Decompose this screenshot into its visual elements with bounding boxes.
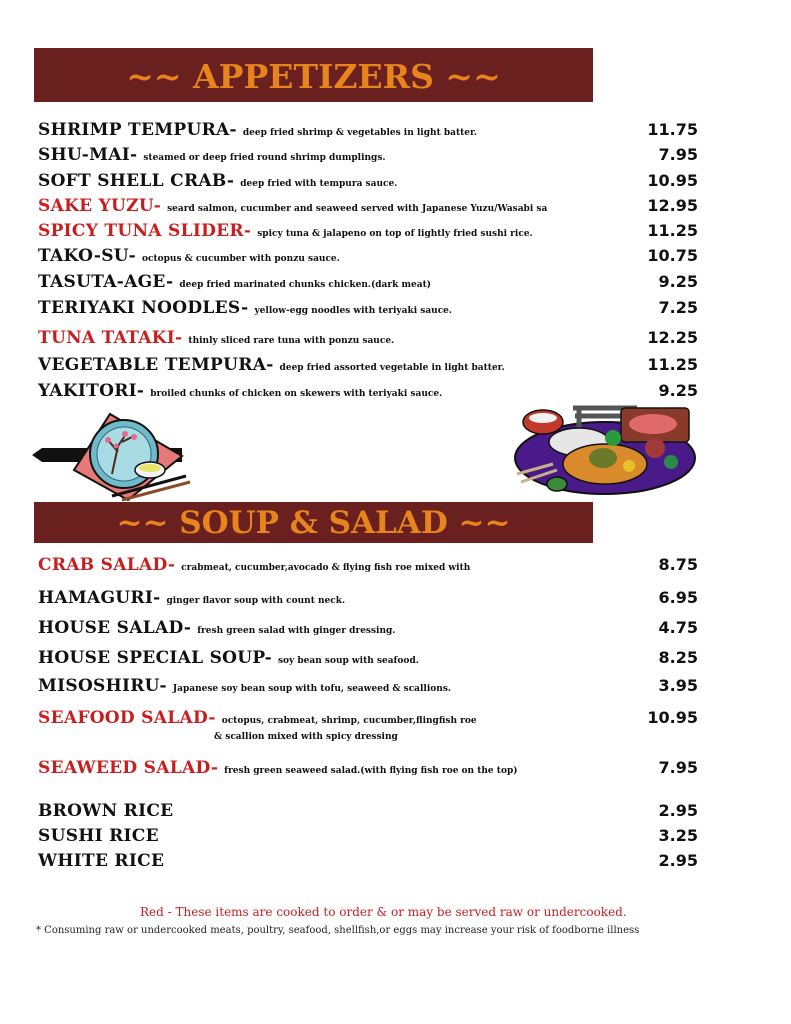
bowl-chopsticks-clipart-icon	[32, 412, 192, 504]
item-price: 11.75	[647, 120, 698, 139]
menu-item	[38, 298, 698, 320]
item-price: 2.95	[658, 851, 698, 870]
item-price: 10.95	[647, 708, 698, 727]
item-desc: spicy tuna & jalapeno on top of lightly fried sushi rice.	[257, 229, 533, 239]
menu-item	[38, 708, 698, 748]
item-name: HAMAGURI-	[38, 588, 161, 608]
menu-item	[38, 588, 698, 610]
red-items-note: Red - These items are cooked to order & or may be served raw or undercooked.	[140, 905, 627, 919]
foodborne-illness-warning: * Consuming raw or undercooked meats, poultry, seafood, shellfish,or eggs may increase your risk of foodborne illness	[36, 925, 640, 936]
menu-item	[38, 120, 698, 142]
item-name: TASUTA-AGE-	[38, 272, 174, 292]
item-name: SEAFOOD SALAD-	[38, 708, 216, 728]
item-name: CRAB SALAD-	[38, 555, 176, 575]
item-name: SHU-MAI-	[38, 145, 138, 165]
item-name: SUSHI RICE	[38, 826, 159, 846]
item-name: SPICY TUNA SLIDER-	[38, 221, 252, 241]
item-desc: seard salmon, cucumber and seaweed served with Japanese Yuzu/Wasabi sa	[167, 204, 548, 214]
item-name: SHRIMP TEMPURA-	[38, 120, 237, 140]
item-desc: fresh green seaweed salad.(with flying fish roe on the top)	[224, 766, 518, 776]
item-name: SAKE YUZU-	[38, 196, 162, 216]
menu-item	[38, 676, 698, 698]
item-price: 3.95	[658, 676, 698, 695]
item-price: 2.95	[658, 801, 698, 820]
item-name: SEAWEED SALAD-	[38, 758, 219, 778]
item-desc: yellow-egg noodles with teriyaki sauce.	[254, 306, 453, 316]
menu-item	[38, 221, 698, 243]
item-desc: deep fried shrimp & vegetables in light batter.	[242, 128, 478, 138]
menu-item	[38, 246, 698, 268]
item-price: 9.25	[658, 381, 698, 400]
item-name: BROWN RICE	[38, 801, 174, 821]
item-name: HOUSE SPECIAL SOUP-	[38, 648, 272, 668]
item-desc: octopus & cucumber with ponzu sauce.	[141, 254, 340, 264]
item-price: 10.75	[647, 246, 698, 265]
menu-item	[38, 826, 698, 848]
menu-item	[38, 328, 698, 350]
menu-item	[38, 758, 698, 780]
item-desc: deep fried marinated chunks chicken.(dark meat)	[179, 280, 431, 290]
menu-item	[38, 618, 698, 640]
item-name: WHITE RICE	[38, 851, 165, 871]
item-desc: fresh green salad with ginger dressing.	[197, 626, 396, 636]
item-price: 12.25	[647, 328, 698, 347]
item-name: HOUSE SALAD-	[38, 618, 192, 638]
appetizers-banner: ~~ APPETIZERS ~~	[34, 48, 593, 102]
soup-salad-banner: ~~ SOUP & SALAD ~~	[34, 502, 593, 543]
item-name: MISOSHIRU-	[38, 676, 167, 696]
item-name: TERIYAKI NOODLES-	[38, 298, 249, 318]
item-desc: thinly sliced rare tuna with ponzu sauce.	[188, 336, 395, 346]
item-price: 8.75	[658, 555, 698, 574]
menu-item	[38, 555, 698, 577]
menu-item	[38, 272, 698, 294]
item-name: VEGETABLE TEMPURA-	[38, 355, 274, 375]
menu-item	[38, 355, 698, 377]
item-desc: steamed or deep fried round shrimp dumplings.	[143, 153, 386, 163]
item-price: 3.25	[658, 826, 698, 845]
item-desc: Japanese soy bean soup with tofu, seaweed & scallions.	[172, 684, 452, 694]
menu-item	[38, 851, 698, 873]
item-desc: soy bean soup with seafood.	[277, 656, 419, 666]
item-desc-line2: & scallion mixed with spicy dressing	[214, 732, 398, 742]
menu-item	[38, 801, 698, 823]
item-desc: crabmeat, cucumber,avocado & flying fish roe mixed with	[181, 563, 471, 573]
item-price: 10.95	[647, 171, 698, 190]
item-desc: octopus, crabmeat, shrimp, cucumber,flingfish roe	[221, 716, 477, 726]
item-desc: deep fried assorted vegetable in light batter.	[279, 363, 505, 373]
item-price: 7.95	[658, 145, 698, 164]
menu-item	[38, 171, 698, 193]
item-price: 7.95	[658, 758, 698, 777]
item-name: TUNA TATAKI-	[38, 328, 183, 348]
item-name: YAKITORI-	[38, 381, 145, 401]
menu-item	[38, 196, 698, 218]
item-desc: ginger flavor soup with count neck.	[166, 596, 346, 606]
item-price: 11.25	[647, 355, 698, 374]
item-name: TAKO-SU-	[38, 246, 136, 266]
item-price: 6.95	[658, 588, 698, 607]
menu-item	[38, 381, 698, 403]
item-price: 7.25	[658, 298, 698, 317]
item-name: SOFT SHELL CRAB-	[38, 171, 235, 191]
item-price: 9.25	[658, 272, 698, 291]
item-price: 4.75	[658, 618, 698, 637]
menu-item	[38, 145, 698, 167]
item-price: 8.25	[658, 648, 698, 667]
food-platter-clipart-icon	[513, 402, 699, 498]
item-price: 11.25	[647, 221, 698, 240]
item-desc: deep fried with tempura sauce.	[240, 179, 398, 189]
item-price: 12.95	[647, 196, 698, 215]
menu-item	[38, 648, 698, 670]
item-desc: broiled chunks of chicken on skewers with teriyaki sauce.	[150, 389, 443, 399]
